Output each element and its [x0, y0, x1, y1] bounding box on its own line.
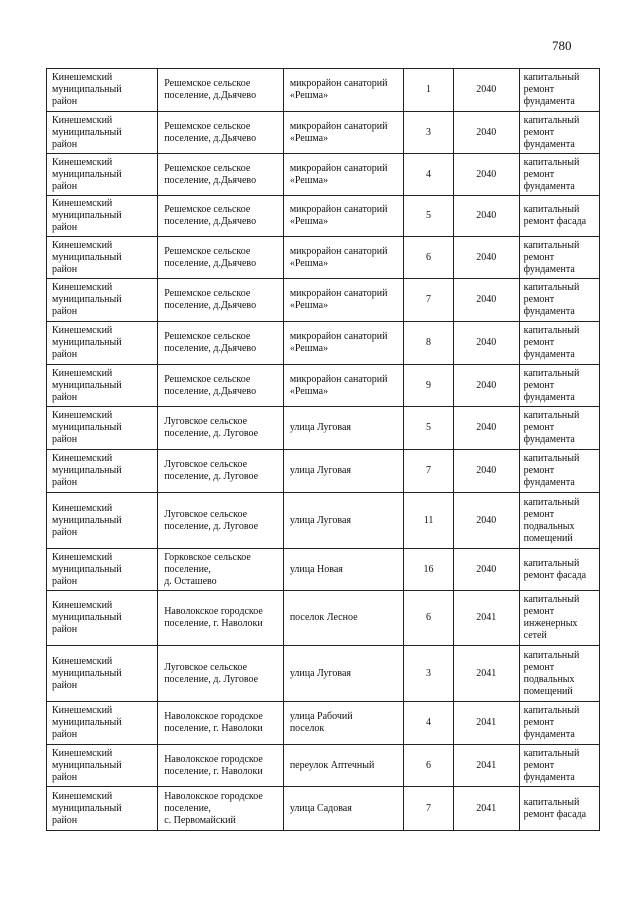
- cell-house-number: 7: [404, 787, 453, 831]
- cell-year: 2040: [453, 322, 519, 365]
- cell-work-type: капитальный ремонт фундамента: [519, 279, 599, 322]
- cell-work-type: капитальный ремонт фасада: [519, 549, 599, 591]
- table-row: [47, 549, 600, 591]
- cell-house-number: 7: [404, 279, 453, 322]
- cell-street: улица Рабочий поселок: [283, 702, 403, 745]
- cell-house-number: 11: [404, 493, 453, 549]
- cell-work-type: капитальный ремонт фундамента: [519, 322, 599, 365]
- cell-house-number: 6: [404, 237, 453, 279]
- cell-house-number: 4: [404, 702, 453, 745]
- cell-work-type: капитальный ремонт фундамента: [519, 154, 599, 196]
- cell-settlement: Луговское сельское поселение, д. Луговое: [158, 646, 284, 702]
- cell-work-type: капитальный ремонт фундамента: [519, 745, 599, 787]
- cell-settlement: Решемское сельское поселение, д.Дьячево: [158, 237, 284, 279]
- cell-work-type: капитальный ремонт фасада: [519, 787, 599, 831]
- cell-district: Кинешемский муниципальный район: [47, 646, 158, 702]
- cell-street: улица Луговая: [283, 493, 403, 549]
- cell-street: микрорайон санаторий «Решма»: [283, 154, 403, 196]
- cell-work-type: капитальный ремонт подвальных помещений: [519, 646, 599, 702]
- cell-year: 2041: [453, 591, 519, 646]
- cell-settlement: Наволокское городское поселение, г. Наволоки: [158, 745, 284, 787]
- cell-street: улица Луговая: [283, 407, 403, 450]
- cell-work-type: капитальный ремонт фасада: [519, 196, 599, 237]
- cell-settlement: Луговское сельское поселение, д. Луговое: [158, 407, 284, 450]
- repair-schedule-table: [46, 68, 600, 831]
- cell-house-number: 6: [404, 745, 453, 787]
- cell-district: Кинешемский муниципальный район: [47, 450, 158, 493]
- cell-street: улица Садовая: [283, 787, 403, 831]
- cell-settlement: Решемское сельское поселение, д.Дьячево: [158, 322, 284, 365]
- cell-settlement: Наволокское городское поселение, с. Первомайский: [158, 787, 284, 831]
- cell-district: Кинешемский муниципальный район: [47, 591, 158, 646]
- cell-district: Кинешемский муниципальный район: [47, 493, 158, 549]
- cell-year: 2040: [453, 154, 519, 196]
- cell-street: микрорайон санаторий «Решма»: [283, 365, 403, 407]
- cell-year: 2040: [453, 279, 519, 322]
- table-row: [47, 154, 600, 196]
- table-row: [47, 112, 600, 154]
- cell-house-number: 3: [404, 112, 453, 154]
- cell-year: 2041: [453, 646, 519, 702]
- cell-house-number: 7: [404, 450, 453, 493]
- cell-year: 2041: [453, 787, 519, 831]
- table-row: [47, 322, 600, 365]
- cell-year: 2040: [453, 450, 519, 493]
- cell-house-number: 9: [404, 365, 453, 407]
- cell-district: Кинешемский муниципальный район: [47, 365, 158, 407]
- table-row: [47, 591, 600, 646]
- cell-house-number: 1: [404, 69, 453, 112]
- cell-district: Кинешемский муниципальный район: [47, 787, 158, 831]
- cell-district: Кинешемский муниципальный район: [47, 407, 158, 450]
- table-row: [47, 745, 600, 787]
- cell-street: улица Луговая: [283, 450, 403, 493]
- cell-settlement: Решемское сельское поселение, д.Дьячево: [158, 154, 284, 196]
- cell-work-type: капитальный ремонт фундамента: [519, 112, 599, 154]
- cell-settlement: Решемское сельское поселение, д.Дьячево: [158, 365, 284, 407]
- cell-year: 2040: [453, 365, 519, 407]
- cell-work-type: капитальный ремонт фундамента: [519, 237, 599, 279]
- cell-settlement: Решемское сельское поселение, д.Дьячево: [158, 279, 284, 322]
- cell-house-number: 8: [404, 322, 453, 365]
- cell-district: Кинешемский муниципальный район: [47, 702, 158, 745]
- cell-street: переулок Аптечный: [283, 745, 403, 787]
- cell-settlement: Решемское сельское поселение, д.Дьячево: [158, 69, 284, 112]
- cell-district: Кинешемский муниципальный район: [47, 112, 158, 154]
- cell-street: микрорайон санаторий «Решма»: [283, 279, 403, 322]
- cell-house-number: 4: [404, 154, 453, 196]
- cell-settlement: Решемское сельское поселение, д.Дьячево: [158, 196, 284, 237]
- table-row: [47, 69, 600, 112]
- cell-street: улица Новая: [283, 549, 403, 591]
- table-row: [47, 702, 600, 745]
- cell-work-type: капитальный ремонт подвальных помещений: [519, 493, 599, 549]
- cell-year: 2040: [453, 549, 519, 591]
- cell-street: улица Луговая: [283, 646, 403, 702]
- table-row: [47, 450, 600, 493]
- cell-work-type: капитальный ремонт фундамента: [519, 69, 599, 112]
- cell-year: 2040: [453, 237, 519, 279]
- cell-house-number: 5: [404, 407, 453, 450]
- cell-work-type: капитальный ремонт фундамента: [519, 450, 599, 493]
- cell-settlement: Наволокское городское поселение, г. Наволоки: [158, 591, 284, 646]
- cell-street: микрорайон санаторий «Решма»: [283, 237, 403, 279]
- cell-settlement: Луговское сельское поселение, д. Луговое: [158, 450, 284, 493]
- page-number: 780: [552, 38, 572, 53]
- table-body: [47, 69, 600, 831]
- cell-settlement: Наволокское городское поселение, г. Наволоки: [158, 702, 284, 745]
- cell-district: Кинешемский муниципальный район: [47, 279, 158, 322]
- cell-settlement: Решемское сельское поселение, д.Дьячево: [158, 112, 284, 154]
- table-row: [47, 279, 600, 322]
- cell-street: поселок Лесное: [283, 591, 403, 646]
- cell-year: 2040: [453, 493, 519, 549]
- table-row: [47, 237, 600, 279]
- cell-street: микрорайон санаторий «Решма»: [283, 322, 403, 365]
- cell-district: Кинешемский муниципальный район: [47, 745, 158, 787]
- cell-district: Кинешемский муниципальный район: [47, 69, 158, 112]
- cell-house-number: 3: [404, 646, 453, 702]
- cell-work-type: капитальный ремонт инженерных сетей: [519, 591, 599, 646]
- table-row: [47, 787, 600, 831]
- table-row: [47, 407, 600, 450]
- cell-house-number: 5: [404, 196, 453, 237]
- cell-house-number: 16: [404, 549, 453, 591]
- cell-house-number: 6: [404, 591, 453, 646]
- cell-district: Кинешемский муниципальный район: [47, 154, 158, 196]
- cell-street: микрорайон санаторий «Решма»: [283, 112, 403, 154]
- cell-year: 2041: [453, 702, 519, 745]
- cell-settlement: Горковское сельское поселение, д. Осташево: [158, 549, 284, 591]
- cell-street: микрорайон санаторий «Решма»: [283, 69, 403, 112]
- table-row: [47, 196, 600, 237]
- cell-year: 2040: [453, 407, 519, 450]
- cell-year: 2040: [453, 112, 519, 154]
- cell-settlement: Луговское сельское поселение, д. Луговое: [158, 493, 284, 549]
- cell-district: Кинешемский муниципальный район: [47, 196, 158, 237]
- cell-work-type: капитальный ремонт фундамента: [519, 365, 599, 407]
- cell-district: Кинешемский муниципальный район: [47, 322, 158, 365]
- cell-district: Кинешемский муниципальный район: [47, 549, 158, 591]
- table-row: [47, 493, 600, 549]
- table-row: [47, 365, 600, 407]
- cell-street: микрорайон санаторий «Решма»: [283, 196, 403, 237]
- cell-work-type: капитальный ремонт фундамента: [519, 407, 599, 450]
- cell-year: 2040: [453, 196, 519, 237]
- cell-work-type: капитальный ремонт фундамента: [519, 702, 599, 745]
- cell-year: 2041: [453, 745, 519, 787]
- cell-district: Кинешемский муниципальный район: [47, 237, 158, 279]
- cell-year: 2040: [453, 69, 519, 112]
- table-row: [47, 646, 600, 702]
